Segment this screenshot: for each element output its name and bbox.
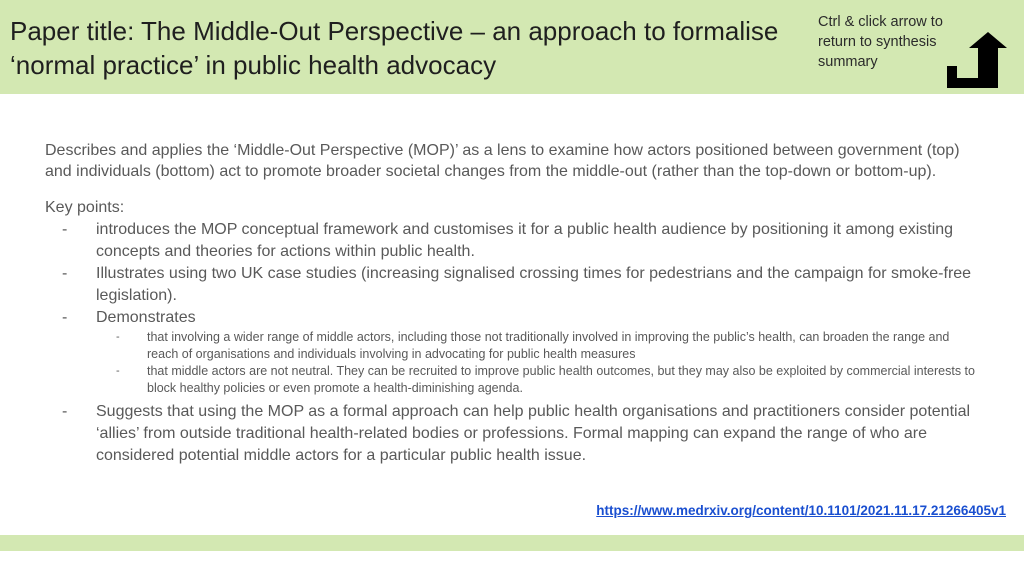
- bullet-dash: -: [62, 403, 68, 420]
- key-point-text: Illustrates using two UK case studies (increasing signalised crossing times for pedestrians and the campaign for smoke-free legislation).: [96, 265, 972, 304]
- header-band: [0, 0, 1024, 94]
- list-item: [45, 263, 975, 307]
- key-points-label: Key points:: [45, 199, 125, 216]
- sub-bullet-dash: -: [116, 331, 120, 343]
- list-item: [45, 219, 975, 263]
- sub-list-item: [96, 363, 975, 397]
- key-points-list: [45, 219, 975, 467]
- sub-bullet-dash: -: [116, 365, 120, 377]
- sub-list-item: [96, 329, 975, 363]
- bullet-dash: -: [62, 309, 68, 326]
- list-item: [45, 401, 975, 467]
- sub-list-container: [45, 329, 975, 397]
- key-point-text: Suggests that using the MOP as a formal approach can help public health organisations and practitioners consider potential ‘allies’ from outside traditional health-related bodies or professions. Formal mapping can expand the range of who are considered potential middle actors for a particular public health issue.: [96, 403, 971, 464]
- bullet-dash: -: [62, 221, 68, 238]
- return-arrow-icon[interactable]: [938, 30, 1010, 92]
- list-item: [45, 307, 975, 329]
- key-point-text: introduces the MOP conceptual framework and customises it for a public health audience by positioning it among existing concepts and theories for actions within public health.: [96, 221, 954, 260]
- page-title: Paper title: The Middle-Out Perspective – an approach to formalise ‘normal practice’ in public health advocacy: [10, 16, 779, 80]
- paper-description: Describes and applies the ‘Middle-Out Perspective (MOP)’ as a lens to examine how actors positioned between government (top) and individuals (bottom) act to promote broader societal changes from the middle-out (rather than the top-down or bottom-up).: [45, 142, 960, 180]
- sub-point-text: that middle actors are not neutral. They can be recruited to improve public health outcomes, but they may also be exploited by commercial interests to block healthy policies or even promote a health-diminishing agenda.: [147, 364, 975, 395]
- slide-content: [45, 140, 975, 467]
- return-hint: Ctrl & click arrow to return to synthesis summary: [818, 14, 943, 70]
- sub-points-list: [96, 329, 975, 397]
- bullet-dash: -: [62, 265, 68, 282]
- sub-point-text: that involving a wider range of middle actors, including those not traditionally involved in improving the public’s health, can broaden the range and reach of organisations and individuals involving in advocating for public health measures: [147, 330, 950, 361]
- footer-band: [0, 535, 1024, 551]
- key-point-text: Demonstrates: [96, 309, 196, 326]
- paper-link[interactable]: https://www.medrxiv.org/content/10.1101/2021.11.17.21266405v1: [596, 503, 1006, 518]
